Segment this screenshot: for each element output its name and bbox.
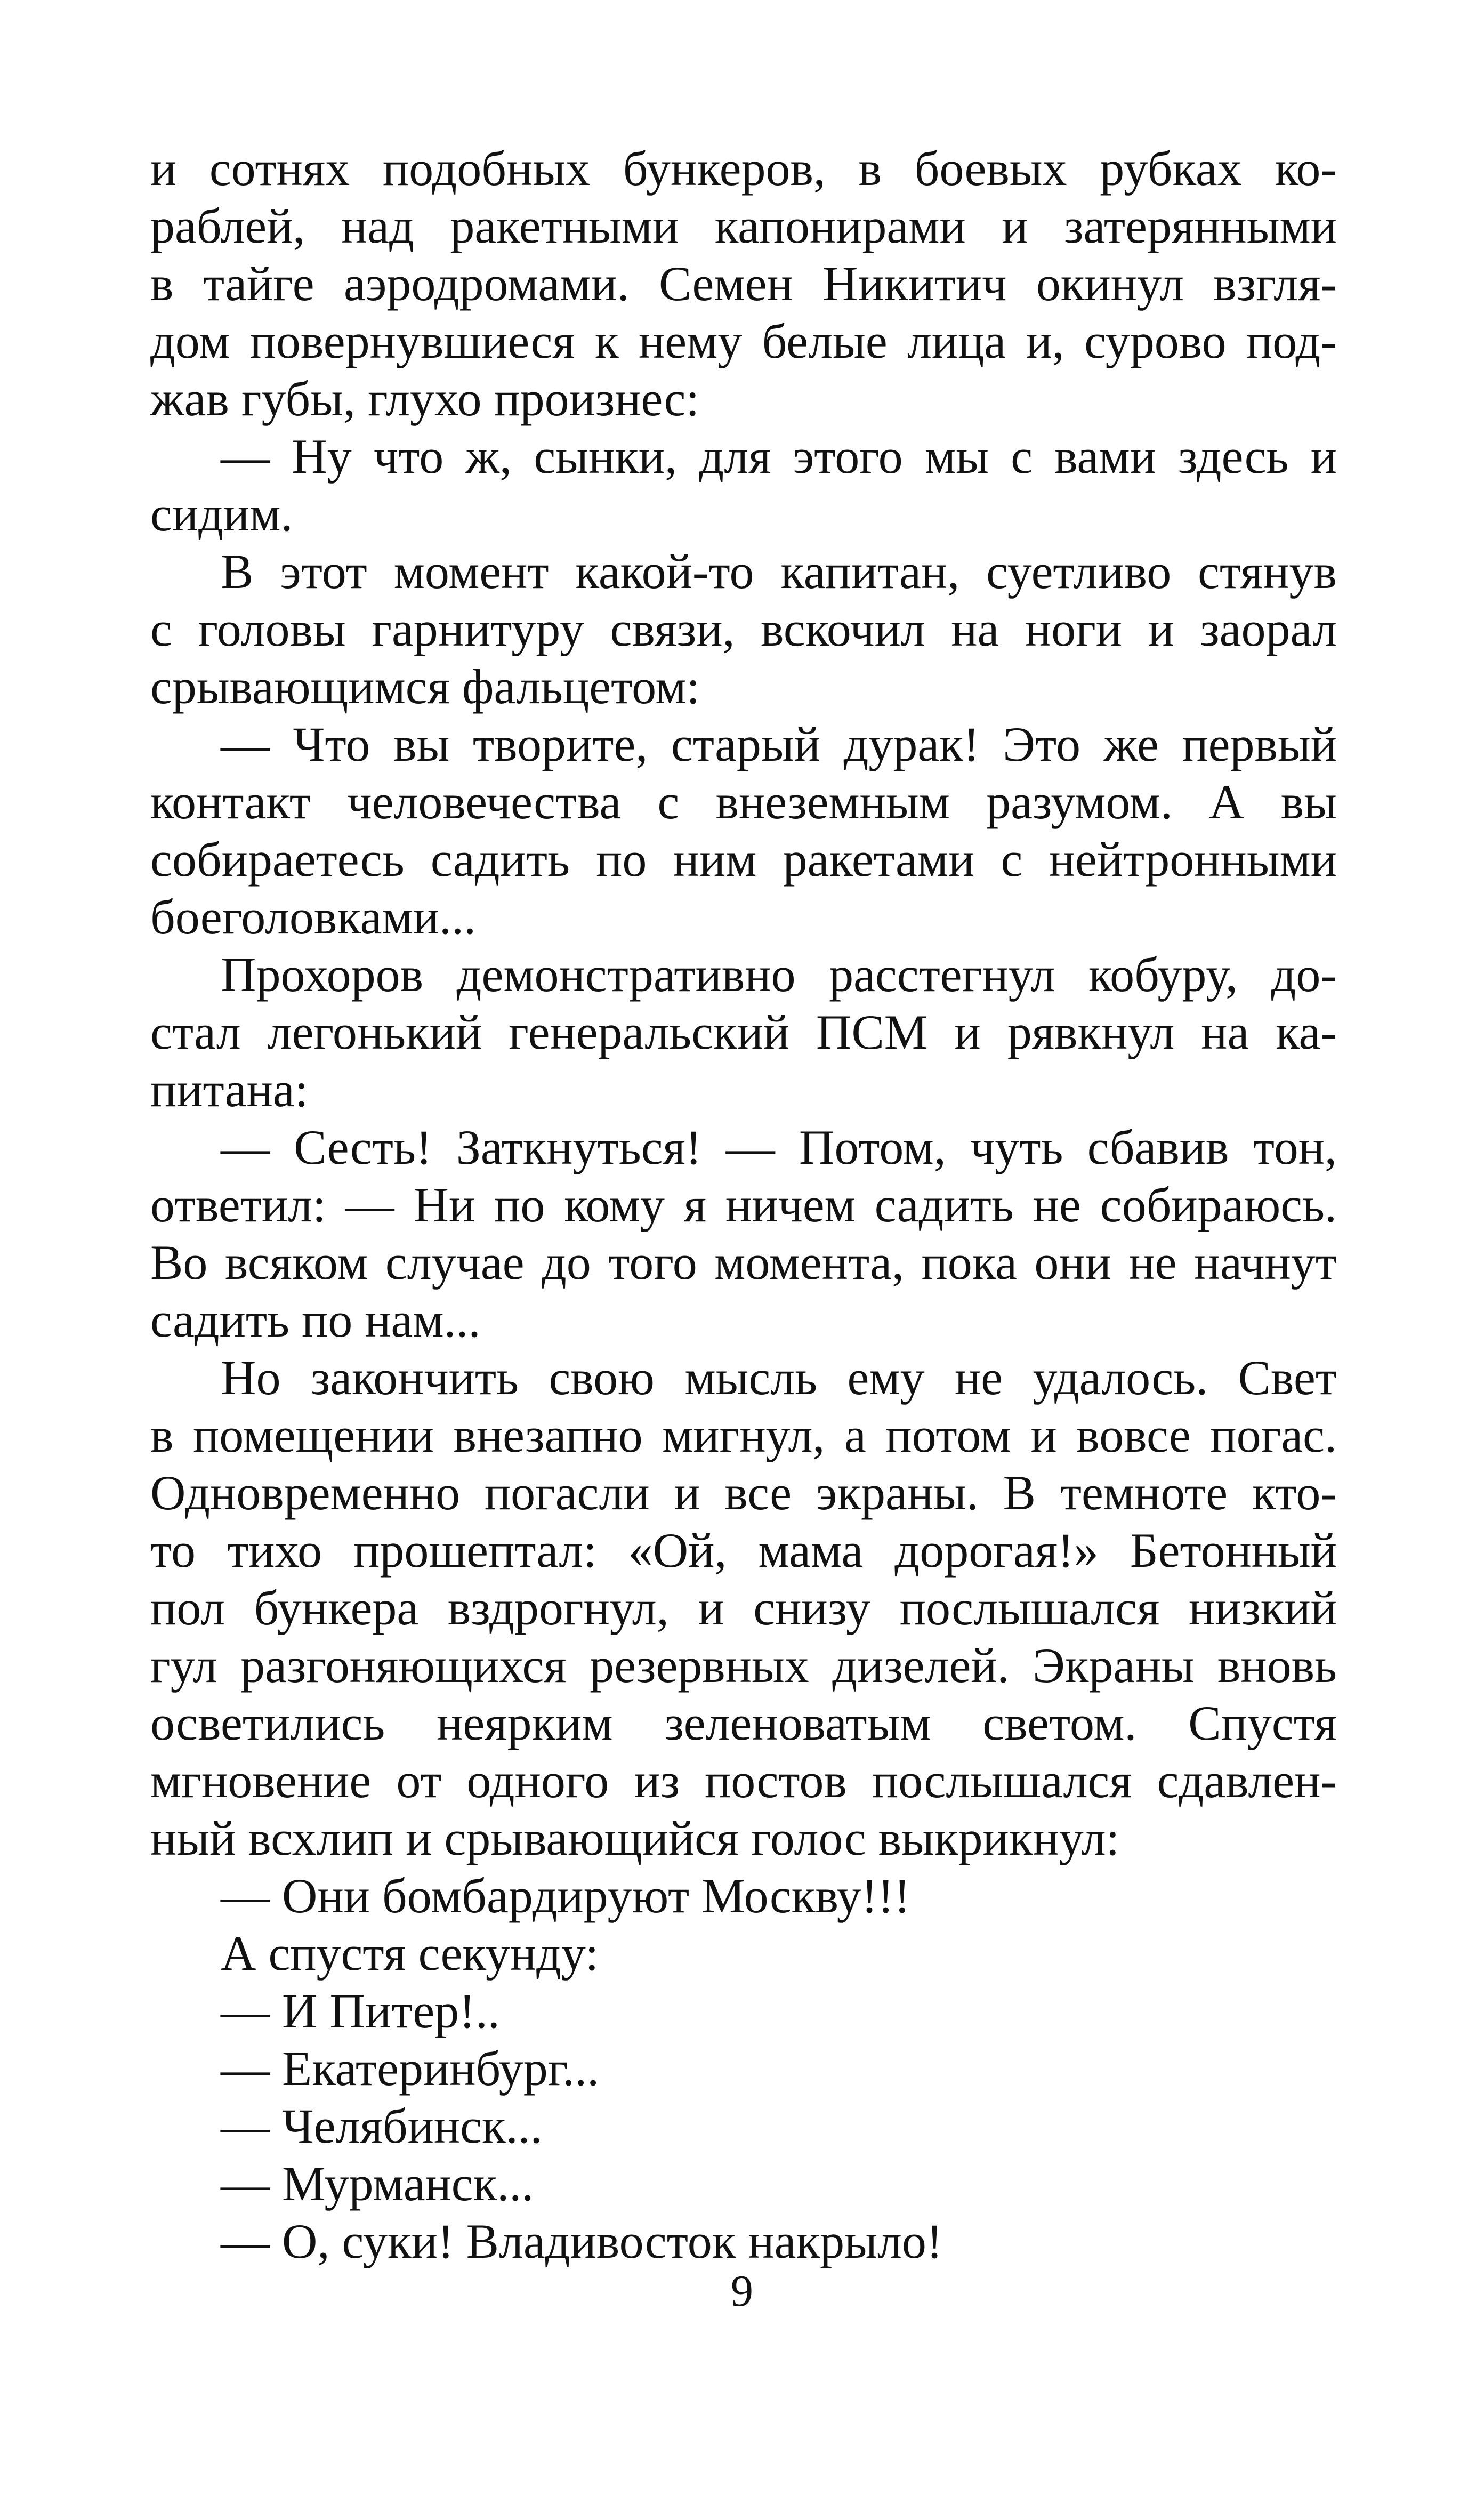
text-line: — Екатеринбург... bbox=[221, 2041, 600, 2096]
text-line: Но закончить свою мысль ему не удалось. Свет bbox=[221, 1350, 1337, 1405]
text-line: — Что вы творите, старый дурак! Это же первый bbox=[221, 717, 1337, 771]
page-number: 9 bbox=[731, 2266, 753, 2316]
text-line: Во всяком случае до того момента, пока они не начнут bbox=[150, 1235, 1337, 1290]
text-line: осветились неярким зеленоватым светом. Спустя bbox=[150, 1696, 1337, 1750]
text-line: то тихо прошептал: «Ой, мама дорогая!» Бетонный bbox=[150, 1523, 1337, 1578]
text-line: гул разгоняющихся резервных дизелей. Экраны вновь bbox=[150, 1638, 1337, 1693]
text-line: жав губы, глухо произнес: bbox=[150, 372, 700, 426]
body-text bbox=[150, 140, 1337, 2270]
text-line: срывающимся фальцетом: bbox=[150, 659, 700, 714]
text-line: Одновременно погасли и все экраны. В темноте кто- bbox=[150, 1466, 1337, 1520]
text-line: в тайге аэродромами. Семен Никитич окинул взгля- bbox=[150, 256, 1337, 311]
text-line: раблей, над ракетными капонирами и затерянными bbox=[150, 199, 1337, 253]
text-line: пол бункера вздрогнул, и снизу послышался низкий bbox=[150, 1581, 1337, 1635]
text-line: садить по нам... bbox=[150, 1293, 481, 1347]
text-line: питана: bbox=[150, 1063, 309, 1117]
text-line: — О, суки! Владивосток накрыло! bbox=[221, 2214, 943, 2268]
text-line: А спустя секунду: bbox=[221, 1926, 599, 1981]
text-line: — Мурманск... bbox=[221, 2156, 534, 2211]
text-line: мгновение от одного из постов послышался сдавлен- bbox=[150, 1753, 1337, 1808]
text-line: — Они бомбардируют Москву!!! bbox=[221, 1869, 910, 1923]
text-line: с головы гарнитуру связи, вскочил на ноги и заорал bbox=[150, 602, 1337, 656]
text-line: боеголовками... bbox=[150, 890, 476, 944]
text-line: — Челябинск... bbox=[221, 2099, 543, 2153]
text-line: контакт человечества с внеземным разумом. А вы bbox=[150, 775, 1337, 829]
text-line: В этот момент какой-то капитан, суетливо стянув bbox=[221, 544, 1337, 599]
text-line: ответил: — Ни по кому я ничем садить не собираюсь. bbox=[150, 1178, 1337, 1232]
text-line: стал легонький генеральский ПСМ и рявкнул на ка- bbox=[150, 1005, 1337, 1059]
text-line: Прохоров демонстративно расстегнул кобуру, до- bbox=[221, 947, 1337, 1002]
text-line: ный всхлип и срывающийся голос выкрикнул: bbox=[150, 1811, 1120, 1865]
text-line: и сотнях подобных бункеров, в боевых рубках ко- bbox=[150, 141, 1337, 196]
text-line: дом повернувшиеся к нему белые лица и, сурово под- bbox=[150, 314, 1337, 368]
text-line: в помещении внезапно мигнул, а потом и вовсе погас. bbox=[150, 1408, 1337, 1462]
text-line: сидим. bbox=[150, 487, 293, 541]
text-line: собираетесь садить по ним ракетами с нейтронными bbox=[150, 832, 1337, 887]
text-line: — Сесть! Заткнуться! — Потом, чуть сбавив тон, bbox=[221, 1120, 1337, 1174]
text-line: — Ну что ж, сынки, для этого мы с вами здесь и bbox=[221, 429, 1337, 484]
text-line: — И Питер!.. bbox=[221, 1984, 500, 2038]
